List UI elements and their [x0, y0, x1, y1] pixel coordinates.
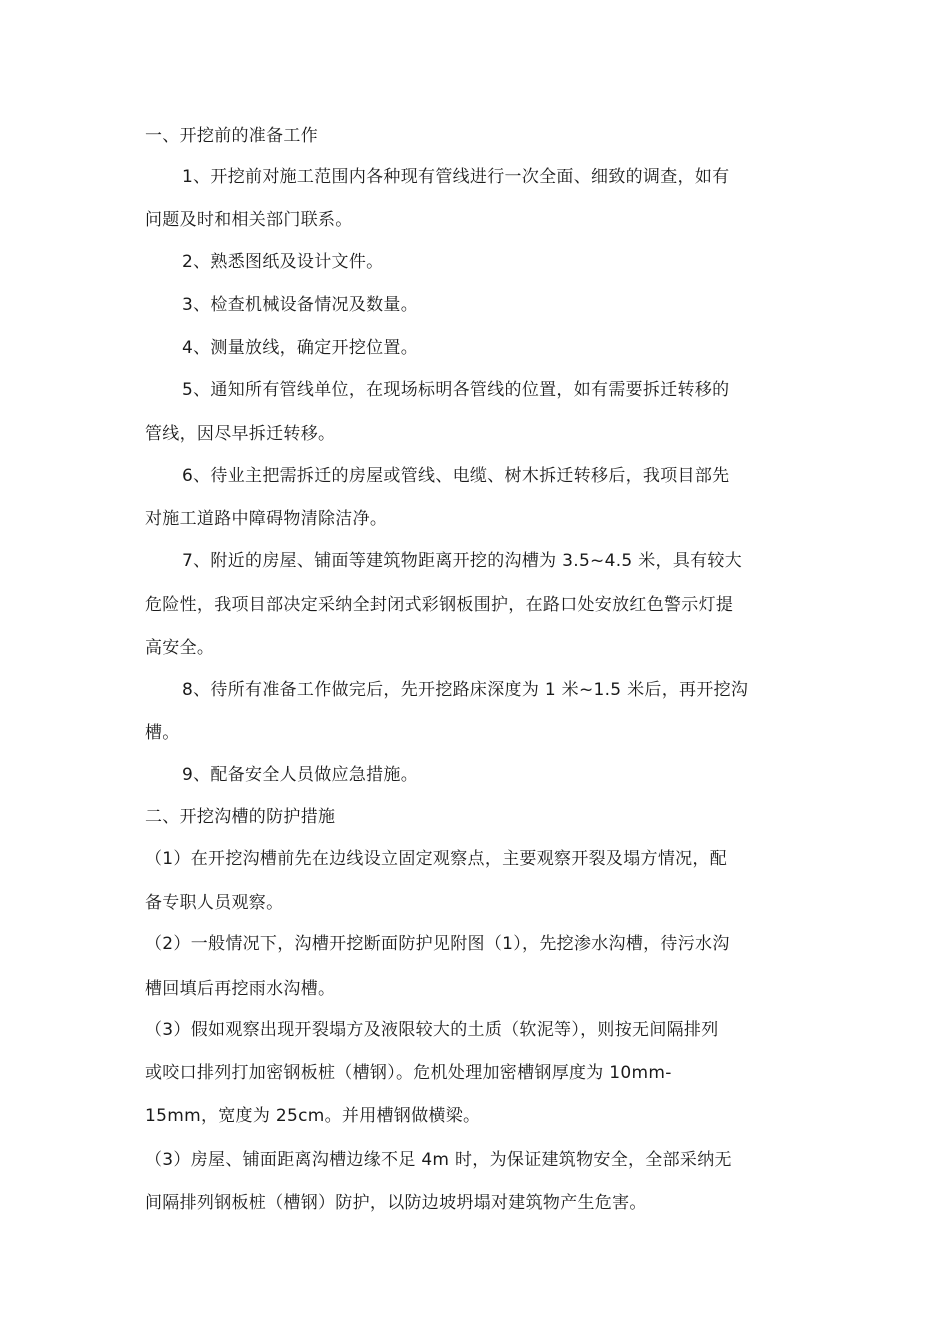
paragraph-line: 7、附近的房屋、铺面等建筑物距离开挖的沟槽为 3.5~4.5 米，具有较大 [182, 551, 743, 571]
paragraph-line: 高安全。 [145, 638, 215, 658]
paragraph-line: 9、配备安全人员做应急措施。 [182, 765, 419, 785]
section-heading: 二、开挖沟槽的防护措施 [145, 807, 336, 827]
paragraph-line: （1）在开挖沟槽前先在边线设立固定观察点，主要观察开裂及塌方情况，配 [145, 849, 728, 869]
section-heading: 一、开挖前的准备工作 [145, 126, 318, 146]
paragraph-line: 对施工道路中障碍物清除洁净。 [145, 509, 388, 529]
paragraph-line: 问题及时和相关部门联系。 [145, 210, 353, 230]
paragraph-line: 3、检查机械设备情况及数量。 [182, 295, 419, 315]
paragraph-line: 槽回填后再挖雨水沟槽。 [145, 979, 336, 999]
paragraph-line: 1、开挖前对施工范围内各种现有管线进行一次全面、细致的调查，如有 [182, 167, 730, 187]
paragraph-line: （3）房屋、铺面距离沟槽边缘不足 4m 时，为保证建筑物安全，全部采纳无 [145, 1150, 732, 1170]
paragraph-line: 6、待业主把需拆迁的房屋或管线、电缆、树木拆迁转移后，我项目部先 [182, 466, 730, 486]
paragraph-line: 8、待所有准备工作做完后，先开挖路床深度为 1 米~1.5 米后，再开挖沟 [182, 680, 749, 700]
paragraph-line: 2、熟悉图纸及设计文件。 [182, 252, 384, 272]
paragraph-line: （3）假如观察出现开裂塌方及液限较大的土质（软泥等），则按无间隔排列 [145, 1020, 719, 1040]
paragraph-line: 或咬口排列打加密钢板桩（槽钢）。危机处理加密槽钢厚度为 10mm- [145, 1063, 672, 1083]
paragraph-line: 间隔排列钢板桩（槽钢）防护，以防边坡坍塌对建筑物产生危害。 [145, 1193, 647, 1213]
paragraph-line: （2）一般情况下，沟槽开挖断面防护见附图（1），先挖渗水沟槽，待污水沟 [145, 934, 730, 954]
paragraph-line: 4、测量放线，确定开挖位置。 [182, 338, 419, 358]
paragraph-line: 备专职人员观察。 [145, 893, 284, 913]
paragraph-line: 槽。 [145, 723, 180, 743]
paragraph-line: 5、通知所有管线单位，在现场标明各管线的位置，如有需要拆迁转移的 [182, 380, 730, 400]
paragraph-line: 危险性，我项目部决定采纳全封闭式彩钢板围护，在路口处安放红色警示灯提 [145, 595, 734, 615]
paragraph-line: 15mm，宽度为 25cm。并用槽钢做横梁。 [145, 1106, 481, 1126]
paragraph-line: 管线，因尽早拆迁转移。 [145, 424, 336, 444]
